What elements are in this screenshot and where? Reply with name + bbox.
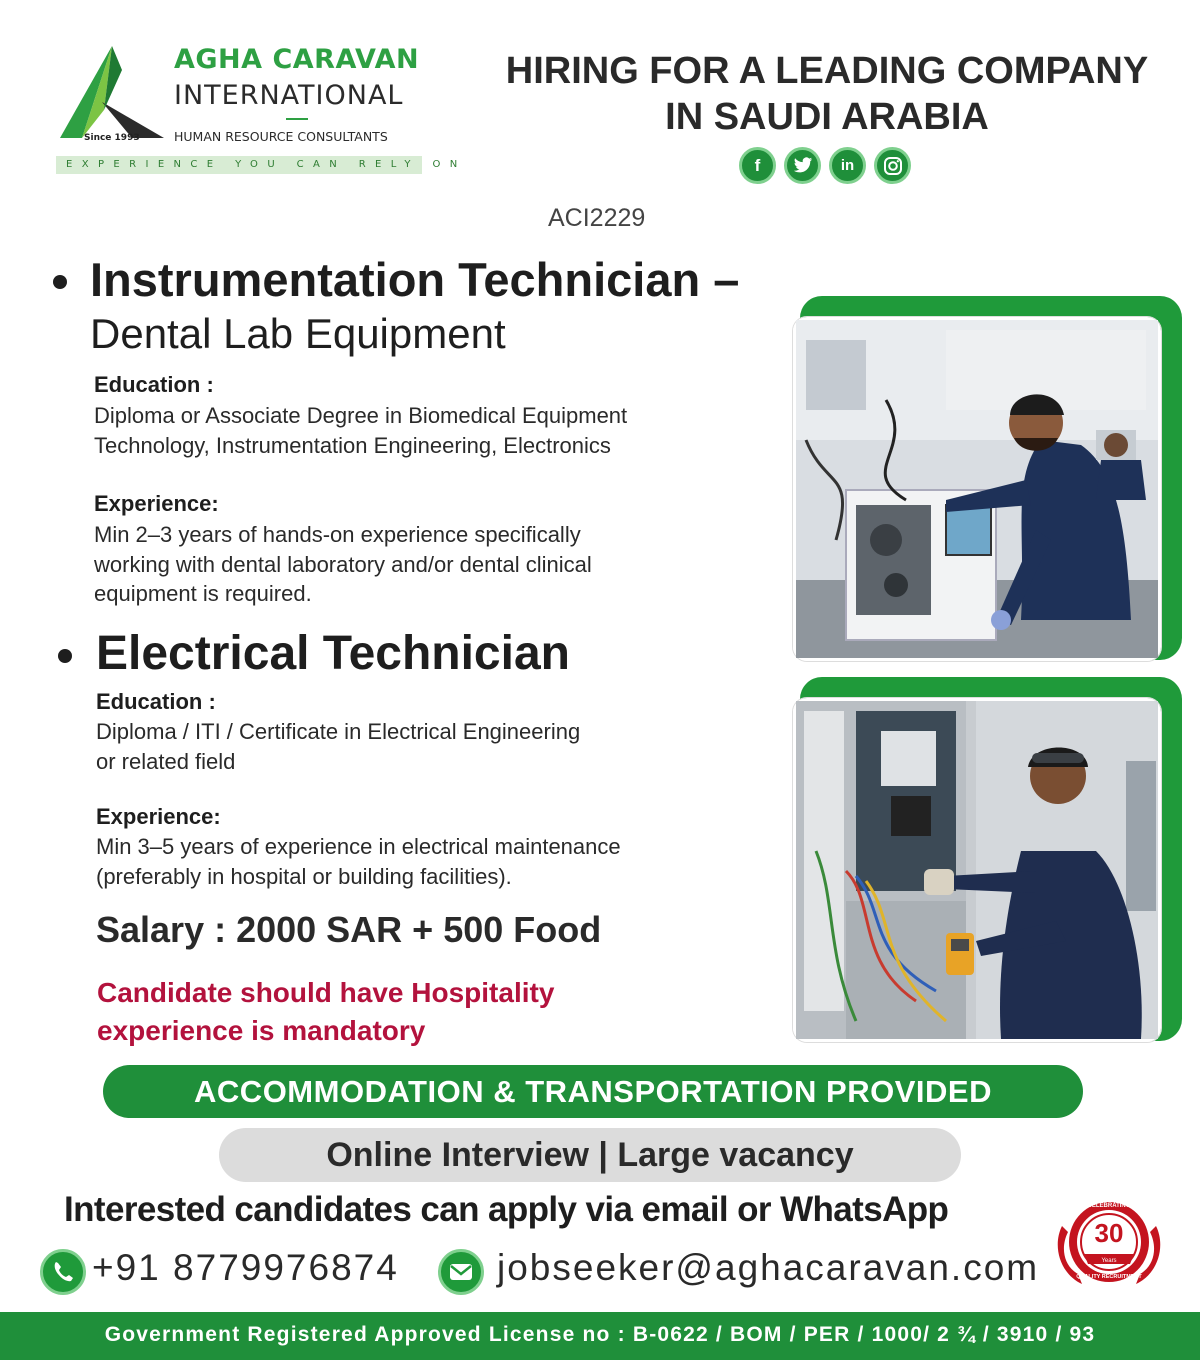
requirement-line2: experience is mandatory [97,1015,426,1046]
seal-bottom-text: QUALITY RECRUITMENT [1076,1274,1142,1280]
job1-education-label: Education : [94,372,214,397]
bullet-job2 [58,649,72,663]
logo-since: Since 1993 [84,133,140,143]
job1-experience-label: Experience: [94,491,219,516]
30-years-seal [1052,1196,1166,1292]
email-address[interactable]: jobseeker@aghacaravan.com [497,1247,1040,1288]
job2-education-line2: or related field [96,748,236,774]
twitter-icon[interactable] [784,147,821,184]
facebook-icon[interactable]: f [739,147,776,184]
job1-education-line2: Technology, Instrumentation Engineering, Electronics [94,432,611,458]
job-reference: ACI2229 [548,204,646,232]
job1-experience-line1: Min 2–3 years of hands-on experience specifically [94,522,581,547]
company-logo [52,40,467,180]
job2-education-line1: Diploma / ITI / Certificate in Electrical Engineering [96,719,581,744]
apply-instructions: Interested candidates can apply via email or WhatsApp [64,1190,949,1229]
linkedin-icon[interactable]: in [829,147,866,184]
phone-number[interactable]: +91 8779976874 [92,1247,399,1288]
requirement-note [97,974,554,1050]
logo-name-line2: INTERNATIONAL [174,80,404,111]
headline-line2: IN SAUDI ARABIA [665,96,989,138]
job1-experience-line2: working with dental laboratory and/or dental clinical [94,551,592,577]
logo-name-line1: AGHA CARAVAN [174,44,420,75]
logo-subtitle: HUMAN RESOURCE CONSULTANTS [174,129,388,144]
logo-divider [286,118,308,120]
job2-experience-text [96,832,621,891]
salary-text: Salary : 2000 SAR + 500 Food [96,909,602,950]
electrical-panel-photo [793,698,1161,1042]
accommodation-banner: ACCOMMODATION & TRANSPORTATION PROVIDED [103,1065,1083,1118]
job1-education-text [94,401,627,460]
job1-experience-line3: equipment is required. [94,581,312,606]
license-footer: Government Registered Approved License no : B-0622 / BOM / PER / 1000/ 2 ¾ / 3910 / 93 [0,1312,1200,1360]
instagram-icon[interactable] [874,147,911,184]
whatsapp-icon[interactable] [40,1249,86,1295]
seal-years: Years [1101,1258,1117,1264]
seal-number: 30 [1094,1218,1124,1248]
job2-experience-line2: (preferably in hospital or building facilities). [96,863,512,889]
job1-experience-text [94,520,592,609]
job2-experience-line1: Min 3–5 years of experience in electrical maintenance [96,834,621,859]
job2-education-label: Education : [96,689,216,714]
headline-line1: HIRING FOR A LEADING COMPANY [505,50,1149,92]
seal-top-text: CELEBRATING [1087,1203,1131,1209]
hiring-headline [482,48,1172,140]
bullet-job1 [53,275,67,289]
job1-subtitle: Dental Lab Equipment [90,310,506,357]
job2-experience-label: Experience: [96,804,221,829]
social-links [739,147,911,184]
job2-title: Electrical Technician [96,627,570,680]
logo-tagline: EXPERIENCE YOU CAN RELY ON [56,156,422,174]
job2-education-text [96,717,580,776]
job1-title: Instrumentation Technician – [90,253,740,306]
requirement-line1: Candidate should have Hospitality [97,977,555,1008]
email-icon[interactable] [438,1249,484,1295]
job1-education-line1: Diploma or Associate Degree in Biomedical Equipment [94,403,628,428]
dental-lab-photo [793,317,1161,661]
logo-triangle-icon [52,40,172,144]
interview-banner: Online Interview | Large vacancy [219,1128,961,1182]
